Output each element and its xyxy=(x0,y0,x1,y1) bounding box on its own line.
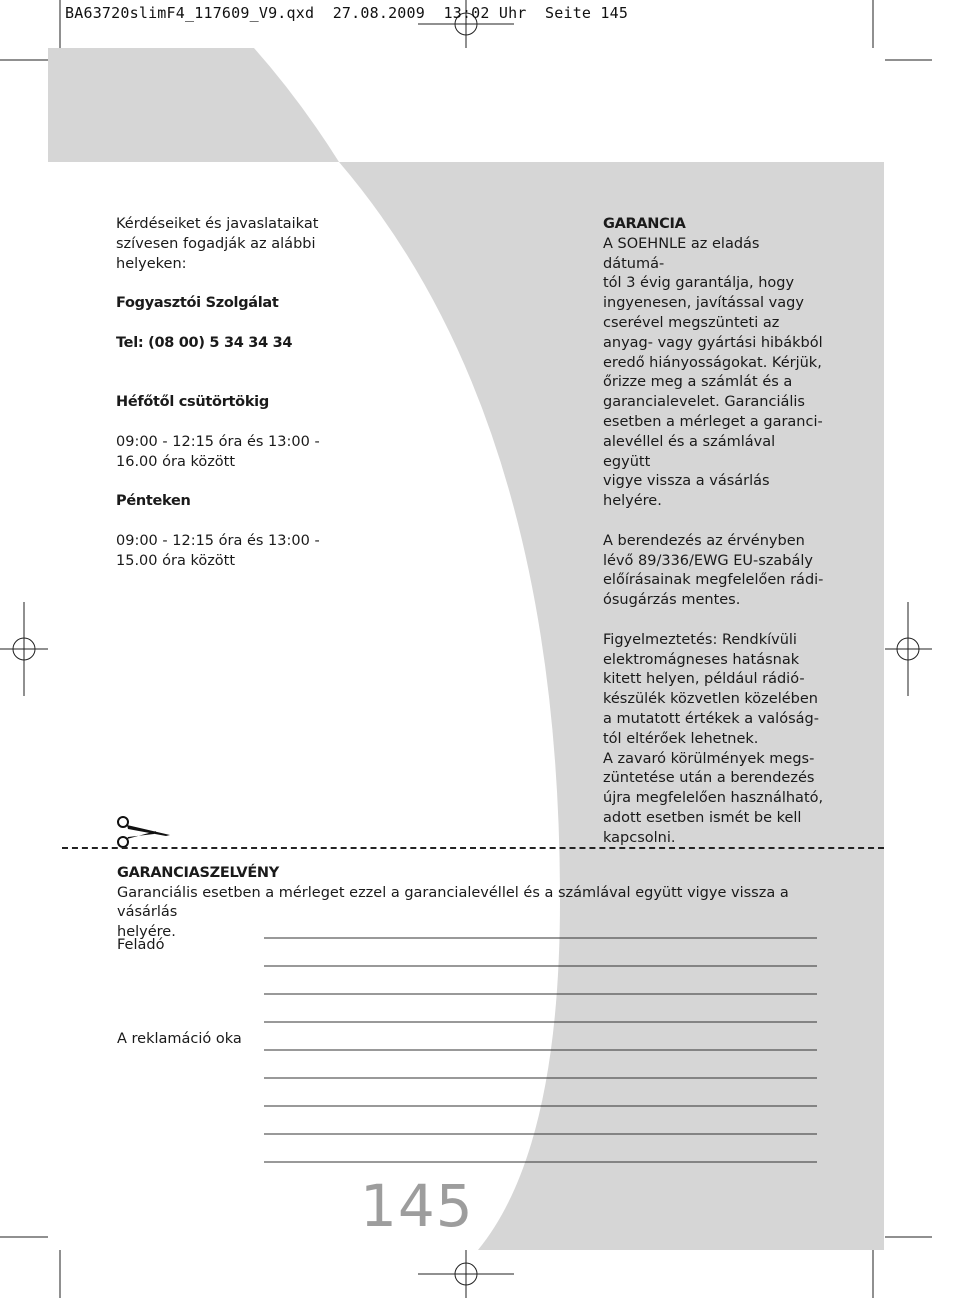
warranty-text-line: lévő 89/336/EWG EU-szabály xyxy=(603,552,814,569)
intro-line: szívesen fogadják az alábbi xyxy=(116,235,316,252)
warranty-text-line: adott esetben ismét be kell xyxy=(603,809,802,826)
warranty-text-line: készülék közvetlen közelében xyxy=(603,691,818,708)
weekday-heading: Héfőtől csütörtökig xyxy=(116,394,269,411)
cut-line xyxy=(62,847,884,849)
warranty-text-line: anyag- vagy gyártási hibákból xyxy=(603,334,823,351)
warranty-paragraph-1 xyxy=(603,235,825,512)
intro-line: Kérdéseiket és javaslataikat xyxy=(116,216,319,232)
page-number: 145 xyxy=(360,1172,474,1240)
warranty-text-line: A berendezés az érvényben xyxy=(603,532,805,549)
reason-label: A reklamáció oka xyxy=(117,1031,242,1047)
coupon-heading: GARANCIASZELVÉNY xyxy=(117,865,279,881)
warranty-column xyxy=(603,215,825,849)
print-slug-line: BA63720slimF4_117609_V9.qxd 27.08.2009 13:02 Uhr Seite 145 xyxy=(65,4,629,22)
intro-line: helyeken: xyxy=(116,255,187,272)
warranty-text-line: vigye vissza a vásárlás helyére. xyxy=(603,473,770,510)
warranty-text-line: ósugárzás mentes. xyxy=(603,592,741,609)
warranty-coupon xyxy=(117,864,837,942)
warranty-heading: GARANCIA xyxy=(603,216,686,232)
warranty-text-line: kitett helyen, például rádió- xyxy=(603,671,805,688)
warranty-text-line: előírásainak megfelelően rádi- xyxy=(603,572,824,589)
weekday-hours-line: 09:00 - 12:15 óra és 13:00 - xyxy=(116,433,320,450)
warranty-text-line: kapcsolni. xyxy=(603,829,676,846)
warranty-text-line: elektromágneses hatásnak xyxy=(603,651,800,668)
warranty-text-line: esetben a mérleget a garanci- xyxy=(603,413,823,430)
warranty-paragraph-2 xyxy=(603,532,825,611)
warranty-text-line: tól eltérőek lehetnek. xyxy=(603,730,759,747)
coupon-text-line: helyére. xyxy=(117,923,176,940)
warranty-text-line: őrizze meg a számlát és a xyxy=(603,374,793,391)
warranty-text-line: A zavaró körülmények megs- xyxy=(603,750,815,767)
warranty-text-line: A SOEHNLE az eladás dátumá- xyxy=(603,235,760,272)
warranty-text-line: garancialevelet. Garanciális xyxy=(603,394,805,411)
service-name: Fogyasztói Szolgálat xyxy=(116,295,279,312)
warranty-text-line: eredő hiányosságokat. Kérjük, xyxy=(603,354,822,371)
warranty-text-line: cserével megszünteti az xyxy=(603,314,780,331)
warranty-paragraph-3 xyxy=(603,631,825,849)
warranty-text-line: tól 3 évig garantálja, hogy xyxy=(603,275,795,292)
warranty-text-line: züntetése után a berendezés xyxy=(603,770,815,787)
warranty-text-line: Figyelmeztetés: Rendkívüli xyxy=(603,631,797,648)
sender-label: Feladó xyxy=(117,937,165,953)
phone-number: Tel: (08 00) 5 34 34 34 xyxy=(116,334,293,351)
friday-hours-line: 15.00 óra között xyxy=(116,552,236,569)
friday-heading: Pénteken xyxy=(116,493,191,510)
friday-hours-line: 09:00 - 12:15 óra és 13:00 - xyxy=(116,532,320,549)
scissors-icon xyxy=(116,815,172,849)
contact-info-column xyxy=(116,215,326,571)
top-gray-band xyxy=(48,48,339,162)
warranty-text-line: a mutatott értékek a valóság- xyxy=(603,710,819,727)
warranty-text-line: alevéllel és a számlával együtt xyxy=(603,433,776,470)
coupon-text-line: Garanciális esetben a mérleget ezzel a garancialevéllel és a számlával együtt vigye vissza a vásárlás xyxy=(117,884,789,920)
warranty-text-line: ingyenesen, javítással vagy xyxy=(603,295,804,312)
warranty-text-line: újra megfelelően használható, xyxy=(603,790,824,807)
weekday-hours-line: 16.00 óra között xyxy=(116,453,236,470)
